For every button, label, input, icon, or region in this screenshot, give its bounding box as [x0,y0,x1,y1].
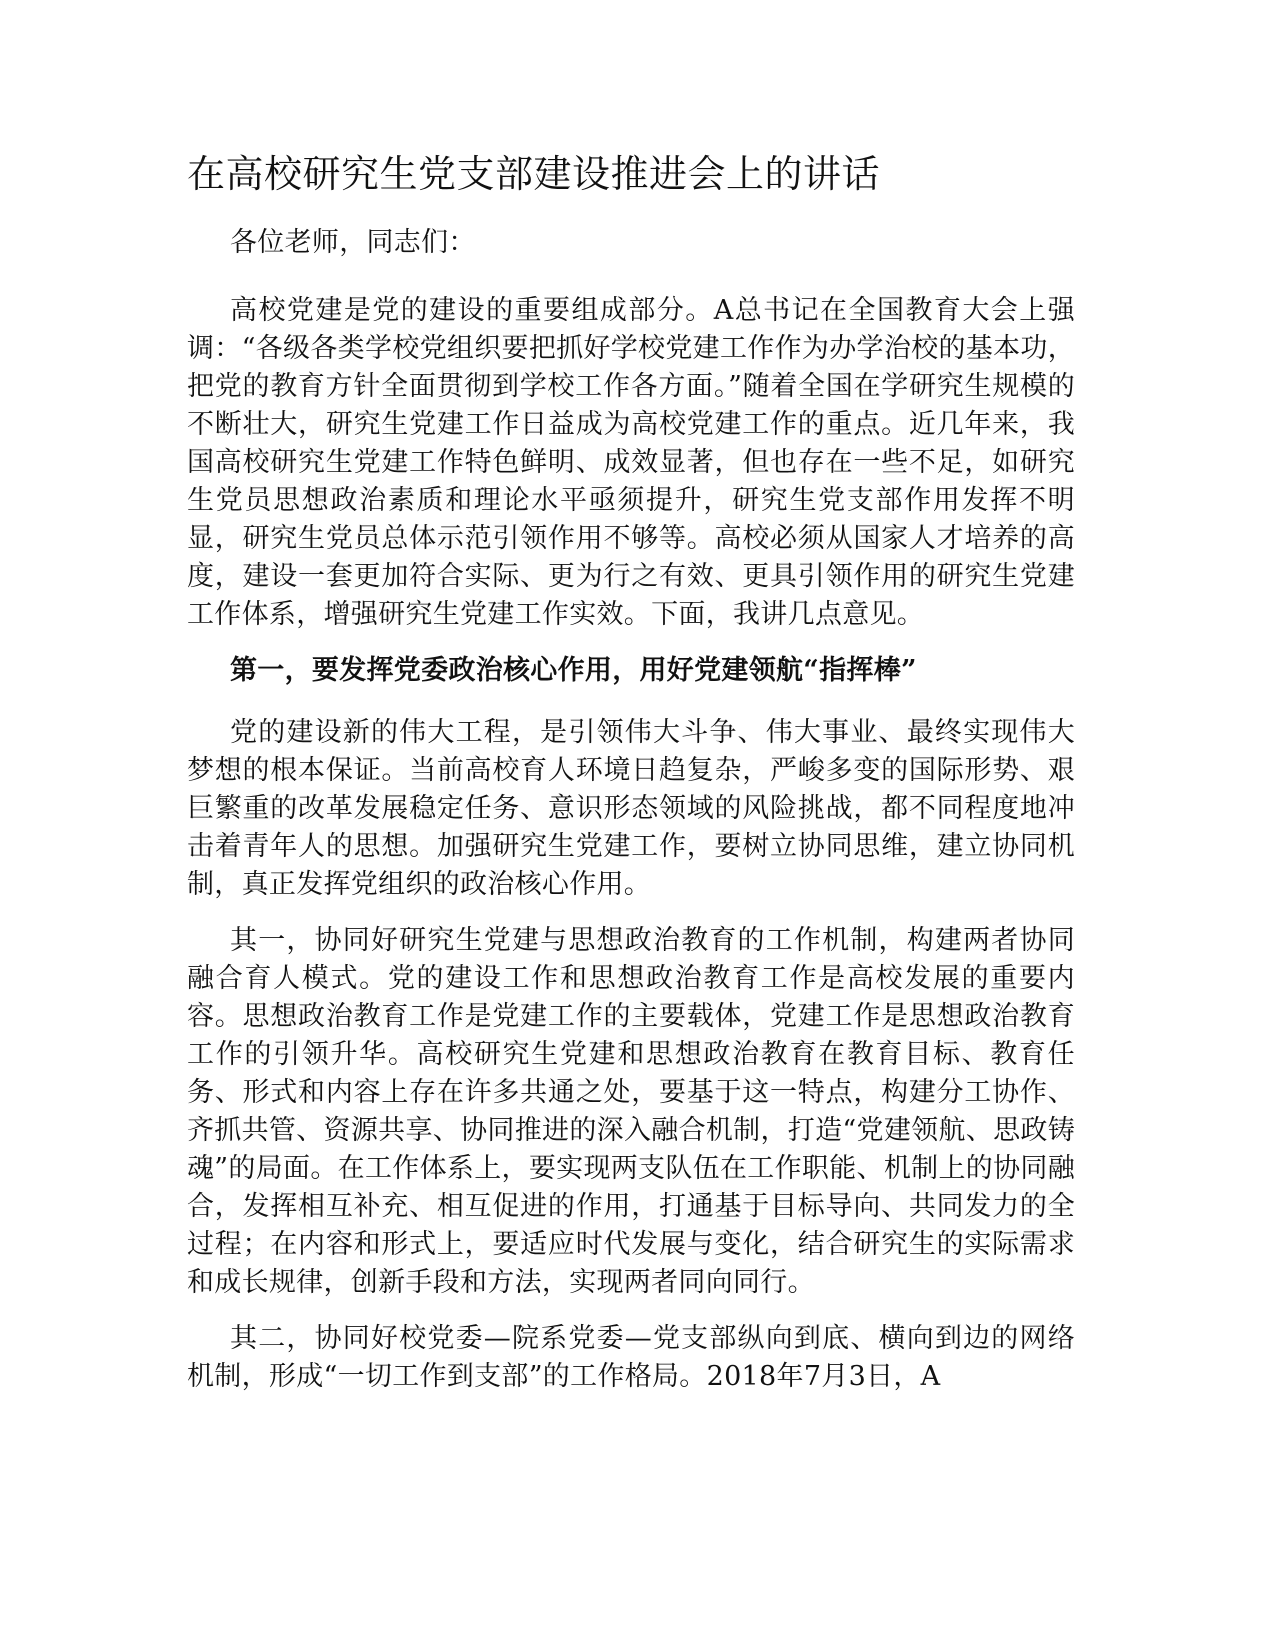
paragraph-party-building: 党的建设新的伟大工程，是引领伟大斗争、伟大事业、最终实现伟大梦想的根本保证。当前高校育人环境日趋复杂，严峻多变的国际形势、艰巨繁重的改革发展稳定任务、意识形态领域的风险挑战，都不同程度地冲击着青年人的思想。加强研究生党建工作，要树立协同思维，建立协同机制，真正发挥党组织的政治核心作用。 [187,717,1075,900]
greeting: 各位老师，同志们： [230,227,476,258]
paragraph-intro: 高校党建是党的建设的重要组成部分。A总书记在全国教育大会上强调：“各级各类学校党组织要把抓好学校党建工作作为办学治校的基本功，把党的教育方针全面贯彻到学校工作各方面。”随着全国在学研究生规模的不断壮大，研究生党建工作日益成为高校党建工作的重点。近几年来，我国高校研究生党建工作特色鲜明、成效显著，但也存在一些不足，如研究生党员思想政治素质和理论水平亟须提升，研究生党支部作用发挥不明显，研究生党员总体示范引领作用不够等。高校必须从国家人才培养的高度，建设一套更加符合实际、更为行之有效、更具引领作用的研究生党建工作体系，增强研究生党建工作实效。下面，我讲几点意见。 [187,295,1075,630]
paragraph-point-one: 其一，协同好研究生党建与思想政治教育的工作机制，构建两者协同融合育人模式。党的建设工作和思想政治教育工作是高校发展的重要内容。思想政治教育工作是党建工作的主要载体，党建工作是思想政治教育工作的引领升华。高校研究生党建和思想政治教育在教育目标、教育任务、形式和内容上存在许多共通之处，要基于这一特点，构建分工协作、齐抓共管、资源共享、协同推进的深入融合机制，打造“党建领航、思政铸魂”的局面。在工作体系上，要实现两支队伍在工作职能、机制上的协同融合，发挥相互补充、相互促进的作用，打通基于目标导向、共同发力的全过程；在内容和形式上，要适应时代发展与变化，结合研究生的实际需求和成长规律，创新手段和方法，实现两者同向同行。 [187,925,1075,1298]
paragraph-point-two: 其二，协同好校党委—院系党委—党支部纵向到底、横向到边的网络机制，形成“一切工作到支部”的工作格局。2018年7月3日，A [187,1323,1075,1392]
document-title: 在高校研究生党支部建设推进会上的讲话 [187,152,881,196]
section-heading-first: 第一，要发挥党委政治核心作用，用好党建领航“指挥棒” [230,655,917,686]
document-body [187,148,1075,1414]
